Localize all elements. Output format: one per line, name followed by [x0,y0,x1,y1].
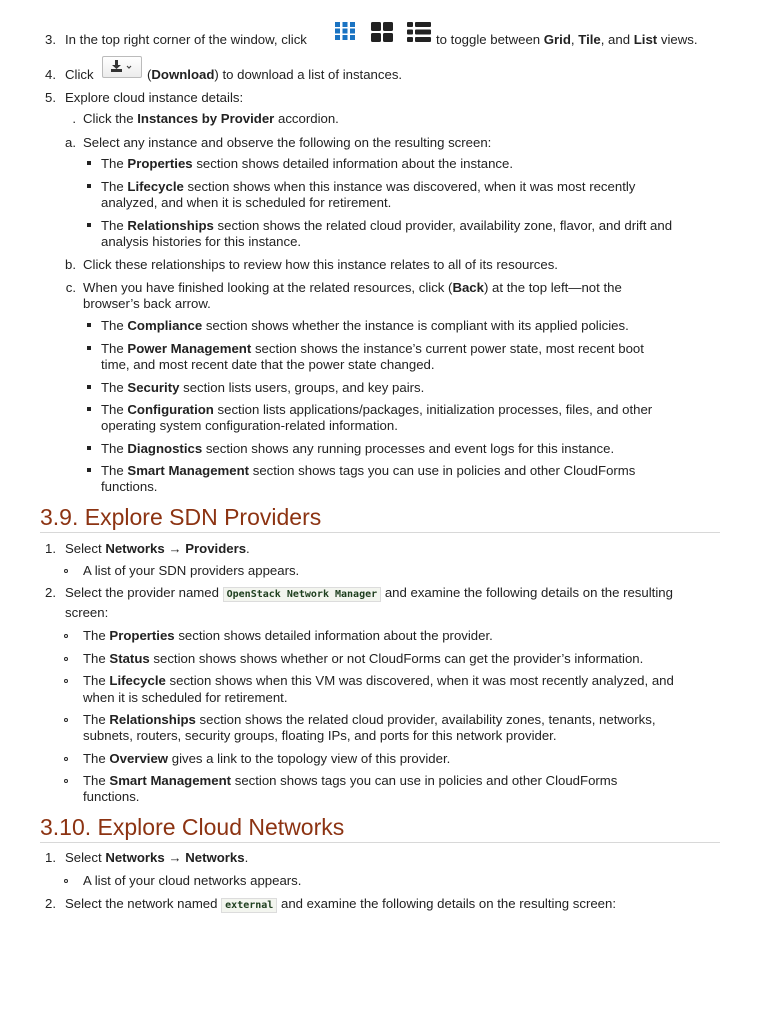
bullet-item: The Security section lists users, groups, and key pairs. [101,380,425,395]
bullet-item-cont: time, and most recent date that the power state changed. [101,357,435,372]
bullet [87,161,91,165]
list-item-3 [65,31,307,48]
inline-code: external [221,898,277,913]
bullet [87,468,91,472]
sdn-step-2-cont: screen: [65,605,109,620]
bullet [87,223,91,227]
networks-step-2: Select the network named external and examine the following details on the resulting screen: [65,896,617,911]
list-marker: 5. [45,90,56,105]
sdn-step-2: Select the provider named OpenStack Network Manager and examine the following details on the resulting [65,585,673,600]
bullet [64,634,68,638]
list-item-3-tail: to toggle between Grid, Tile, and List views. [436,32,698,47]
sdn-detail: The Smart Management section shows tags you can use in policies and other CloudForms [83,773,618,788]
list-marker: . [72,111,76,126]
sdn-detail-cont: functions. [83,789,140,804]
bullet-item-cont: analyzed, and when it is scheduled for retirement. [101,195,392,210]
sub-item-c-cont: browser’s back arrow. [83,296,211,311]
grid-view-icon[interactable] [333,20,357,42]
inline-code: OpenStack Network Manager [223,587,382,602]
download-button[interactable] [102,56,142,78]
bullet [64,657,68,661]
list-marker: 1. [45,850,56,865]
networks-step-1-note: A list of your cloud networks appears. [83,873,302,888]
bullet-item: The Power Management section shows the instance’s current power state, most recent boot [101,341,644,356]
bullet [87,407,91,411]
list-item-5: Explore cloud instance details: [65,90,244,105]
sdn-detail: The Properties section shows detailed information about the provider. [83,628,493,643]
list-marker: 2. [45,896,56,911]
sdn-step-1-note: A list of your SDN providers appears. [83,563,300,578]
bullet [87,385,91,389]
sdn-detail: The Status section shows shows whether or not CloudForms can get the provider’s information. [83,651,644,666]
bullet-item: The Properties section shows detailed information about the instance. [101,156,514,171]
list-marker: 3. [45,32,56,47]
bullet-item: The Lifecycle section shows when this instance was discovered, when it was most recently [101,179,636,194]
bullet [87,323,91,327]
bullet-item: The Relationships section shows the related cloud provider, availability zone, flavor, and drift and [101,218,673,233]
bullet [64,569,68,573]
bullet [64,879,68,883]
sdn-detail: The Relationships section shows the related cloud provider, availability zones, tenants, networks, [83,712,656,727]
tile-view-icon[interactable] [370,21,394,43]
list-item-4: Click [65,67,94,82]
list-marker: 4. [45,67,56,82]
bullet [87,184,91,188]
section-divider [40,842,720,843]
section-heading-networks: 3.10. Explore Cloud Networks [40,814,345,840]
bullet [64,718,68,722]
list-marker: c. [65,280,76,295]
sdn-detail-cont: subnets, routers, security groups, floating IPs, and ports for this network provider. [83,728,557,743]
list-marker: a. [65,135,76,150]
networks-step-1: Select Networks → Networks. [65,850,249,865]
bullet-item: The Configuration section lists applications/packages, initialization processes, files, and other [101,402,653,417]
sub-item-c: When you have finished looking at the related resources, click (Back) at the top left—not the [83,280,622,295]
sdn-detail-cont: when it is scheduled for retirement. [83,690,288,705]
bullet [64,779,68,783]
sub-item-b: Click these relationships to review how this instance relates to all of its resources. [83,257,558,272]
bullet [64,679,68,683]
bullet-item: The Smart Management section shows tags you can use in policies and other CloudForms [101,463,636,478]
sdn-step-1: Select Networks → Providers. [65,541,250,556]
bullet [87,446,91,450]
bullet [64,757,68,761]
list-marker: b. [65,257,76,272]
bullet [87,346,91,350]
bullet-item: The Compliance section shows whether the instance is compliant with its applied policies. [101,318,629,333]
bullet-item-cont: analysis histories for this instance. [101,234,302,249]
sdn-detail: The Lifecycle section shows when this VM was discovered, when it was most recently analyzed, and [83,673,674,688]
bullet-item: The Diagnostics section shows any running processes and event logs for this instance. [101,441,615,456]
section-heading-sdn: 3.9. Explore SDN Providers [40,504,322,530]
section-divider [40,532,720,533]
list-marker: 1. [45,541,56,556]
sub-item-dot: Click the Instances by Provider accordion. [83,111,339,126]
text: In the top right corner of the window, click [65,32,307,47]
bullet-item-cont: operating system configuration-related information. [101,418,398,433]
list-marker: 2. [45,585,56,600]
sub-item-a: Select any instance and observe the following on the resulting screen: [83,135,492,150]
sdn-detail: The Overview gives a link to the topology view of this provider. [83,751,451,766]
bullet-item-cont: functions. [101,479,158,494]
list-view-icon[interactable] [406,21,432,43]
list-item-4-tail: (Download) to download a list of instances. [147,67,403,82]
